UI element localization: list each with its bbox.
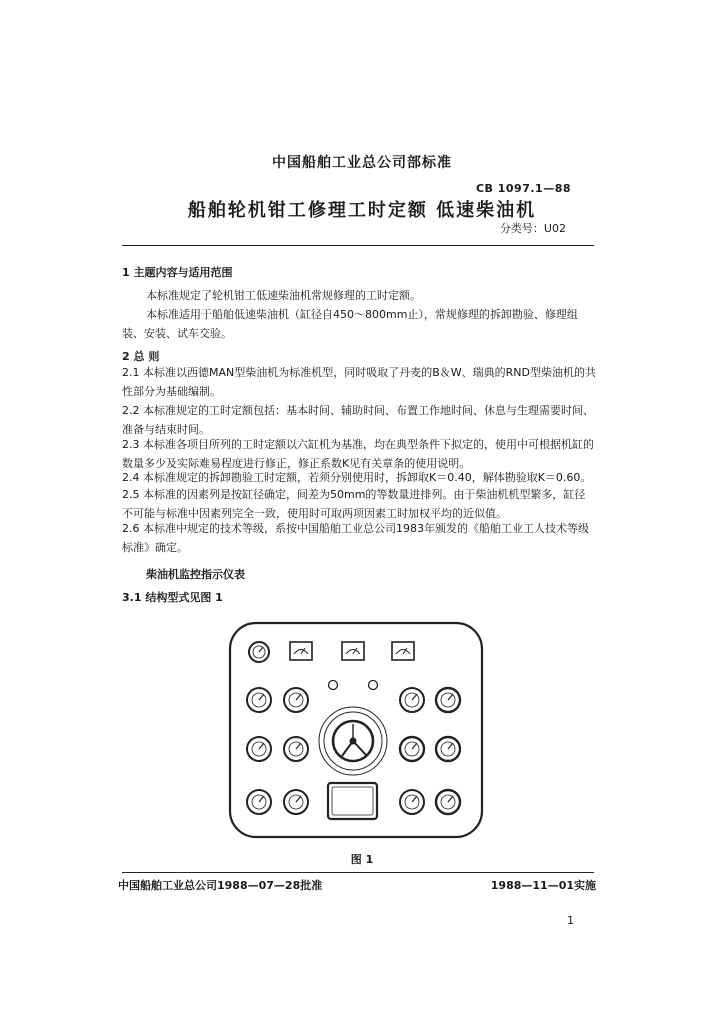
instrument-panel-figure xyxy=(226,620,486,842)
clause-2-6: 2.6 本标准中规定的技术等级，系按中国船舶工业总公司1983年颁发的《船舶工业工人技术等级标准》确定。 xyxy=(122,522,589,554)
section-2-heading: 2 总 则 xyxy=(122,350,160,363)
indicator-lamp xyxy=(329,681,338,690)
round-gauge xyxy=(249,642,269,662)
standard-code: CB 1097.1—88 xyxy=(475,182,571,195)
round-gauge xyxy=(436,688,460,712)
section-1-heading: 1 主题内容与适用范围 xyxy=(122,266,233,279)
square-meter xyxy=(392,642,414,660)
display-window xyxy=(328,783,377,819)
document-title: 船舶轮机钳工修理工时定额 低速柴油机 xyxy=(187,200,537,221)
figure-caption: 图 1 xyxy=(350,853,374,866)
square-meter xyxy=(290,642,312,660)
tachometer-dial xyxy=(319,707,387,775)
issuing-organization: 中国船舶工业总公司部标准 xyxy=(272,155,452,171)
clause-2-1: 2.1 本标准以西德MAN型柴油机为标准机型，同时吸取了丹麦的B＆W、瑞典的RND型柴油机的共性部分为基础编制。 xyxy=(122,366,596,398)
classification-number: 分类号：U02 xyxy=(499,222,566,235)
section-1-paragraph-1: 本标准规定了轮机钳工低速柴油机常规修理的工时定额。 xyxy=(146,289,421,302)
clause-3-1: 3.1 结构型式见图 1 xyxy=(122,591,223,604)
clause-2-2: 2.2 本标准规定的工时定额包括：基本时间、辅助时间、布置工作地时间、休息与生理需要时间、准备与结束时间。 xyxy=(122,404,594,436)
indicator-lamp xyxy=(369,681,378,690)
clause-2-5: 2.5 本标准的因素列是按缸径确定，间差为50mm的等数量进排列。由于柴油机机型繁多，缸径不可能与标准中因素列完全一致，使用时可取两项因素工时加权平均的近似值。 xyxy=(122,488,586,520)
round-gauge xyxy=(400,790,424,814)
round-gauge xyxy=(400,688,424,712)
effective-date: 1988—11—01实施 xyxy=(490,879,596,892)
section-3-heading: 柴油机监控指示仪表 xyxy=(146,568,245,581)
round-gauge xyxy=(284,737,308,761)
round-gauge xyxy=(247,737,271,761)
clause-2-4: 2.4 本标准规定的拆卸勘验工时定额，若须分别使用时，拆卸取K＝0.40，解体勘验取K＝0.60。 xyxy=(122,471,592,484)
section-1-paragraph-2: 本标准适用于船舶低速柴油机（缸径自450～800mm止），常规修理的拆卸勘验、修理组装、安装、试车交验。 xyxy=(122,308,578,340)
footer-rule xyxy=(122,872,594,873)
header-rule xyxy=(122,245,594,246)
round-gauge xyxy=(284,688,308,712)
gauge-row-1 xyxy=(249,642,414,662)
round-gauge xyxy=(436,790,460,814)
square-meter xyxy=(342,642,364,660)
round-gauge xyxy=(284,790,308,814)
clause-2-3: 2.3 本标准各项目所列的工时定额以六缸机为基准，均在典型条件下拟定的，使用中可根据机缸的数量多少及实际难易程度进行修正，修正系数K见有关章条的使用说明。 xyxy=(122,438,594,470)
round-gauge xyxy=(400,737,424,761)
round-gauge xyxy=(436,737,460,761)
round-gauge xyxy=(247,688,271,712)
page-number: 1 xyxy=(567,914,574,927)
round-gauge xyxy=(247,790,271,814)
approval-date: 中国船舶工业总公司1988—07—28批准 xyxy=(118,879,323,892)
